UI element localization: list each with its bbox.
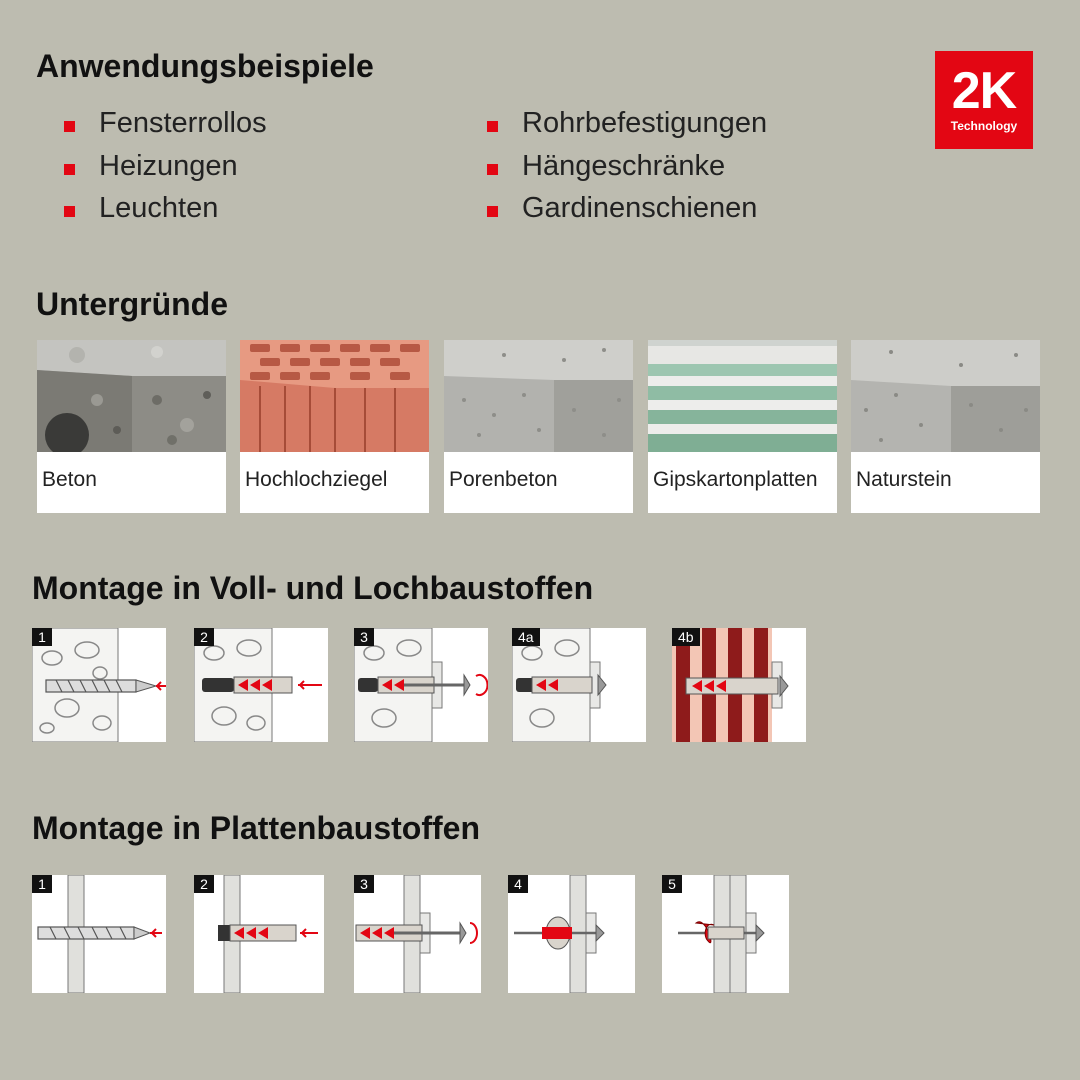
plasterboard-stack-image xyxy=(648,340,837,452)
drilling-illustration xyxy=(32,628,166,742)
step-number-badge: 3 xyxy=(354,875,374,893)
substrate-card-beton xyxy=(37,340,226,513)
2k-technology-logo xyxy=(935,51,1033,149)
logo-sub-text: Technology xyxy=(950,119,1018,133)
application-list-right xyxy=(487,106,767,234)
substrate-card-naturstein xyxy=(851,340,1040,513)
list-item xyxy=(487,149,767,192)
natural-stone-image xyxy=(851,340,1040,452)
mounting-step-voll-3 xyxy=(354,628,488,742)
red-square-bullet-icon xyxy=(64,206,75,217)
substrate-label: Hochlochziegel xyxy=(245,468,388,491)
list-item-label: Gardinenschienen xyxy=(522,192,758,224)
red-square-bullet-icon xyxy=(487,164,498,175)
substrate-label: Gipskartonplatten xyxy=(653,468,818,491)
mounting-step-platten-2 xyxy=(194,875,324,993)
list-item-label: Rohrbefestigungen xyxy=(522,107,768,139)
list-item-label: Heizungen xyxy=(99,149,238,182)
substrate-label: Beton xyxy=(42,468,97,491)
mounting-step-voll-1 xyxy=(32,628,166,742)
drilling-board-illustration xyxy=(32,875,166,993)
red-square-bullet-icon xyxy=(64,121,75,132)
substrate-card-gipskartonplatten xyxy=(648,340,837,513)
perforated-brick-image xyxy=(240,340,429,452)
mounting-step-platten-3 xyxy=(354,875,481,993)
list-item xyxy=(64,191,267,234)
mounting-step-voll-4a xyxy=(512,628,646,742)
concrete-block-image xyxy=(37,340,226,452)
insert-anchor-illustration xyxy=(194,628,328,742)
mounting-step-voll-2 xyxy=(194,628,328,742)
substrate-card-porenbeton xyxy=(444,340,633,513)
step-number-badge: 5 xyxy=(662,875,682,893)
logo-main-text: 2K xyxy=(951,62,1017,120)
step-number-badge: 1 xyxy=(32,628,52,646)
list-item-label: Hängeschränke xyxy=(522,149,726,182)
list-item xyxy=(64,149,267,192)
mounting-step-voll-4b xyxy=(672,628,806,742)
heading-montage-plattenbaustoffe: Montage in Plattenbaustoffen xyxy=(32,810,480,846)
red-square-bullet-icon xyxy=(487,121,498,132)
heading-untergruende: Untergründe xyxy=(36,286,228,322)
heading-anwendungsbeispiele: Anwendungsbeispiele xyxy=(36,48,374,84)
substrate-label: Porenbeton xyxy=(449,468,558,491)
step-number-badge: 4b xyxy=(672,628,700,646)
red-square-bullet-icon xyxy=(487,206,498,217)
mounting-step-platten-4 xyxy=(508,875,635,993)
list-item xyxy=(487,191,767,234)
substrate-card-hochlochziegel xyxy=(240,340,429,513)
step-number-badge: 3 xyxy=(354,628,374,646)
mounting-step-platten-1 xyxy=(32,875,166,993)
step-number-badge: 4a xyxy=(512,628,540,646)
list-item-label: Leuchten xyxy=(99,192,219,224)
red-square-bullet-icon xyxy=(64,164,75,175)
list-item-label: Fensterrollos xyxy=(99,107,267,139)
aerated-concrete-image xyxy=(444,340,633,452)
screw-in-illustration xyxy=(354,628,488,742)
application-list-left xyxy=(64,106,267,234)
step-number-badge: 4 xyxy=(508,875,528,893)
step-number-badge: 2 xyxy=(194,875,214,893)
mounting-step-platten-5 xyxy=(662,875,789,993)
substrate-label: Naturstein xyxy=(856,468,952,491)
step-number-badge: 2 xyxy=(194,628,214,646)
list-item xyxy=(64,106,267,149)
step-number-badge: 1 xyxy=(32,875,52,893)
heading-montage-voll-lochbaustoffe: Montage in Voll- und Lochbaustoffen xyxy=(32,570,594,606)
list-item xyxy=(487,106,767,149)
